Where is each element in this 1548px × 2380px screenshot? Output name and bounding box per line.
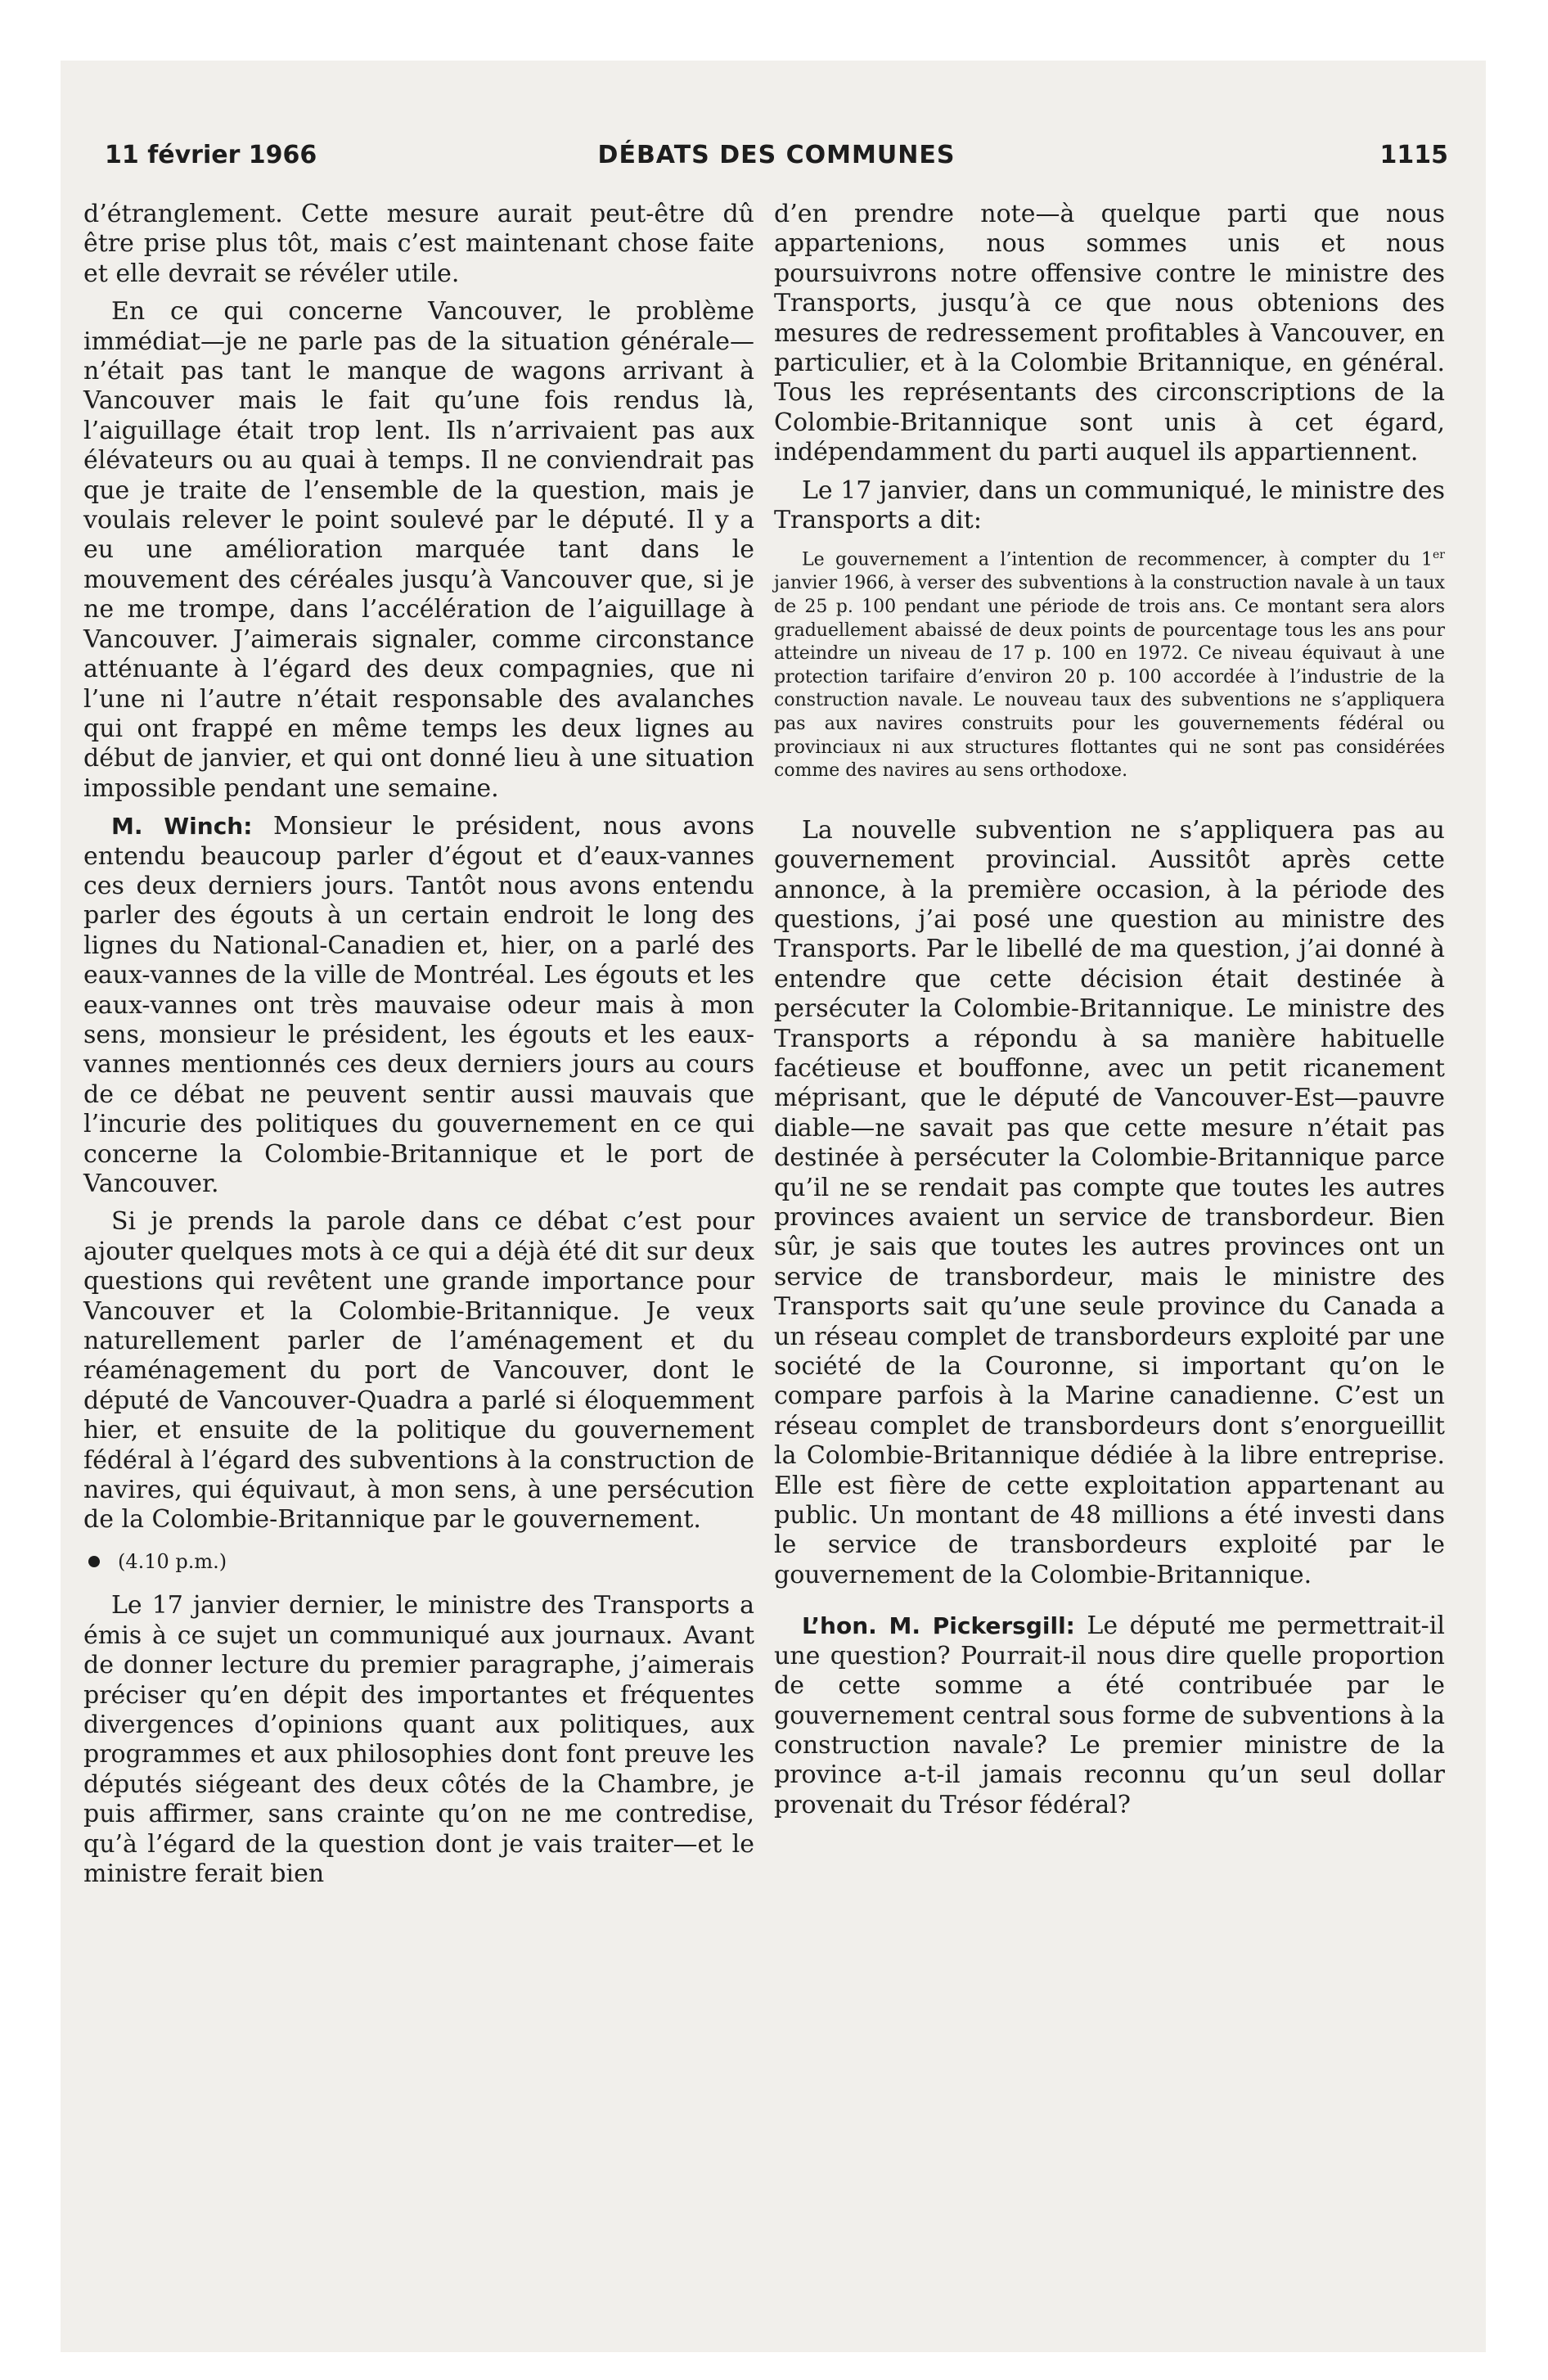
paragraph: Le 17 janvier dernier, le ministre des Transports a émis à ce sujet un communiqué aux journaux. Avant de donner lecture du premier paragraphe, j’aimerais préciser qu’en dépit des importantes et fréquentes divergences d’opinions quant aux politiques, aux programmes et aux philosophies dont font preuve les députés siégeant des deux côtés de la Chambre, je puis affirmer, sans crainte qu’on ne me contredise, qu’à l’égard de la question dont je vais traiter—et le ministre ferait bien <box>83 1591 754 1888</box>
quote-text-b: janvier 1966, à verser des subventions à la construction navale à un taux de 25 p. 100 pendant une période de trois ans. Ce montant sera alors graduellement abaissé de deux points de pourcentage tous les ans pour atteindre un niveau de 17 p. 100 en 1972. Ce niveau équivaut à une protection tarifaire d’environ 20 p. 100 accordée à l’industrie de la construction navale. Le nouveau taux des subventions ne s’appliquera pas aux navires construits pour les gouvernements fédéral ou provinciaux ni aux structures flottantes qui ne sont pas considérées comme des navires au sens orthodoxe. <box>774 573 1445 782</box>
speaker-name: M. Winch: <box>111 813 253 841</box>
quote-text-a: Le gouvernement a l’intention de recommencer, à compter du 1 <box>802 549 1433 570</box>
bullet-icon <box>88 1556 100 1567</box>
paragraph: d’étranglement. Cette mesure aurait peut-être dû être prise plus tôt, mais c’est maintenant chose faite et elle devrait se révéler utile. <box>83 200 754 288</box>
paragraph: Si je prends la parole dans ce débat c’est pour ajouter quelques mots à ce qui a déjà été dit sur deux questions qui revêtent une grande importance pour Vancouver et la Colombie-Britannique. Je veux naturellement parler de l’aménagement et du réaménagement du port de Vancouver, dont le député de Vancouver-Quadra a parlé si éloquemment hier, et ensuite de la politique du gouvernement fédéral à l’égard des subventions à la construction de navires, qui équivaut, à mon sens, à une persécution de la Colombie-Britannique par le gouvernement. <box>83 1207 754 1535</box>
block-quote <box>774 543 1445 782</box>
paragraph: d’en prendre note—à quelque parti que nous appartenions, nous sommes unis et nous poursuivrons notre offensive contre le ministre des Transports, jusqu’à ce que nous obtenions des mesures de redressement profitables à Vancouver, en particulier, et à la Colombie Britannique, en général. Tous les représentants des circonscriptions de la Colombie-Britannique sont unis à cet égard, indépendamment du parti auquel ils appartiennent. <box>774 200 1445 467</box>
paragraph: Le 17 janvier, dans un communiqué, le ministre des Transports a dit: <box>774 476 1445 535</box>
speech-text: Le député me permettrait-il une question? Pourrait-il nous dire quelle proportion de cette somme a été contribuée par le gouvernement central sous forme de subventions à la construction navale? Le premier ministre de la province a-t-il jamais reconnu qu’un seul dollar provenait du Trésor fédéral? <box>774 1611 1445 1819</box>
page-sheet <box>61 61 1486 2352</box>
header-title: DÉBATS DES COMMUNES <box>597 141 956 169</box>
right-column <box>774 200 1445 1828</box>
header-date: 11 février 1966 <box>105 141 317 169</box>
speech-text: Monsieur le président, nous avons entendu beaucoup parler d’égout et d’eaux-vannes ces deux derniers jours. Tantôt nous avons entendu parler des égouts à un certain endroit le long des lignes du National-Canadien et, hier, on a parlé des eaux-vannes de la ville de Montréal. Les égouts et les eaux-vannes ont très mauvaise odeur mais à mon sens, monsieur le président, les égouts et les eaux-vannes mentionnés ces deux derniers jours au cours de ce débat ne peuvent sentir aussi mauvais que l’incurie des politiques du gouvernement en ce qui concerne la Colombie-Britannique et le port de Vancouver. <box>83 812 754 1198</box>
header-page-number: 1115 <box>1379 141 1448 169</box>
paragraph <box>774 1611 1445 1820</box>
paragraph: La nouvelle subvention ne s’appliquera pas au gouvernement provincial. Aussitôt après cette annonce, à la première occasion, à la période des questions, j’ai posé une question au ministre des Transports. Par le libellé de ma question, j’ai donné à entendre que cette décision était destinée à persécuter la Colombie-Britannique. Le ministre des Transports a répondu à sa manière habituelle facétieuse et bouffonne, avec un petit ricanement méprisant, que le député de Vancouver-Est—pauvre diable—ne savait pas que cette mesure n’était pas destinée à persécuter la Colombie-Britannique parce qu’il ne se rendait pas compte que toutes les autres provinces avaient un service de transbordeur. Bien sûr, je sais que toutes les autres provinces ont un service de transbordeur, mais le ministre des Transports sait qu’une seule province du Canada a un réseau complet de transbordeurs exploité par une société de la Couronne, si important qu’on le compare parfois à la Marine canadienne. C’est un réseau complet de transbordeurs dont s’enorgueillit la Colombie-Britannique dédiée à la libre entreprise. Elle est fière de cette exploitation appartenant au public. Un montant de 48 millions a été investi dans le service de transbordeurs exploité par le gouvernement de la Colombie-Britannique. <box>774 815 1445 1589</box>
paragraph: En ce qui concerne Vancouver, le problème immédiat—je ne parle pas de la situation générale—n’était pas tant le manque de wagons arrivant à Vancouver mais le fait qu’une fois rendus là, l’aiguillage était trop lent. Ils n’arrivaient pas aux élévateurs ou au quai à temps. Il ne conviendrait pas que je traite de l’ensemble de la question, mais je voulais relever le point soulevé par le député. Il y a eu une amélioration marquée tant dans le mouvement des céréales jusqu’à Vancouver que, si je ne me trompe, dans l’accélération de l’aiguillage à Vancouver. J’aimerais signaler, comme circonstance atténuante à l’égard des deux compagnies, que ni l’une ni l’autre n’était responsable des avalanches qui ont frappé en même temps les deux lignes au début de janvier, et qui ont donné lieu à une situation impossible pendant une semaine. <box>83 297 754 803</box>
speaker-name: L’hon. M. Pickersgill: <box>802 1612 1075 1640</box>
quote-superscript: er <box>1433 548 1445 562</box>
time-marker <box>83 1547 754 1576</box>
page-header <box>105 141 1448 182</box>
time-text: (4.10 p.m.) <box>118 1549 227 1573</box>
left-column <box>83 200 754 1897</box>
paragraph <box>83 812 754 1199</box>
